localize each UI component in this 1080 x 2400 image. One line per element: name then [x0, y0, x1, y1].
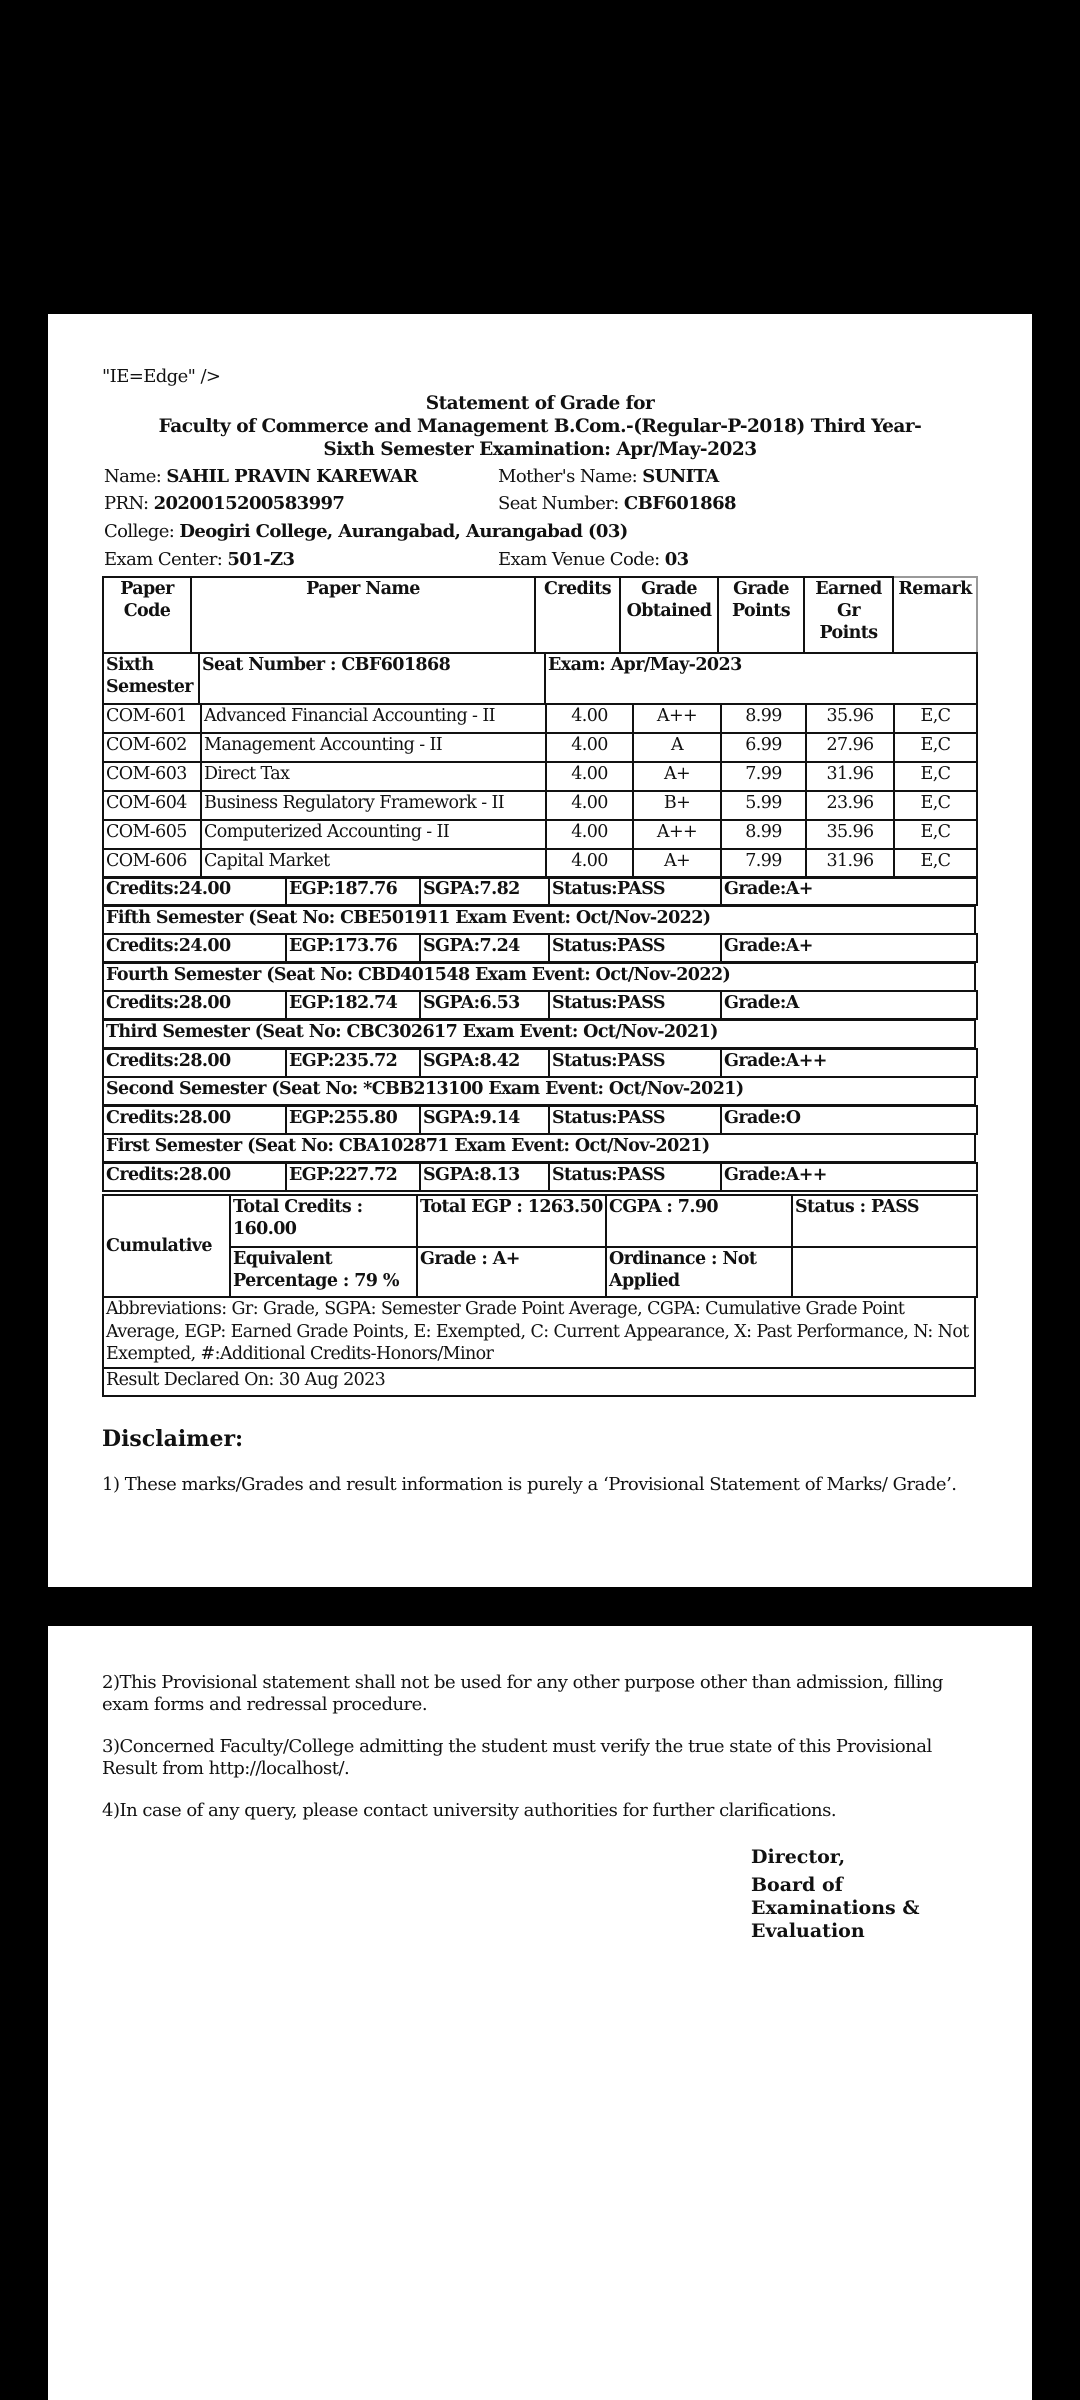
subject-code: COM-605: [103, 820, 201, 849]
title-line-1: Statement of Grade for: [425, 393, 655, 414]
label: Name:: [104, 466, 167, 487]
subject-grade: A++: [633, 704, 721, 733]
subject-grade: A++: [633, 820, 721, 849]
disclaimer-item-3: 3)Concerned Faculty/College admitting the student must verify the true state of this Provisional Result from http://localhost/.: [102, 1736, 932, 1779]
disclaimer-heading: Disclaimer:: [102, 1426, 244, 1452]
summary-status: Status:PASS: [549, 877, 721, 905]
value: 501-Z3: [227, 549, 295, 570]
summary-grade: Grade:A++: [721, 1049, 977, 1077]
value: Deogiri College, Aurangabad, Aurangabad (03): [179, 521, 628, 542]
subject-credits: 4.00: [546, 820, 633, 849]
previous-semester-summary: [102, 933, 978, 963]
header-grade-points: Grade Points: [718, 577, 804, 653]
semester-heading-row: [102, 1019, 976, 1049]
semester-heading: Second Semester (Seat No: *CBB213100 Exam Event: Oct/Nov-2021): [103, 1077, 975, 1105]
previous-semester-summary: [102, 1162, 978, 1192]
subject-egp: 35.96: [806, 704, 894, 733]
summary-status: Status:PASS: [549, 1163, 721, 1191]
summary-grade: Grade:A++: [721, 1163, 977, 1191]
subject-gp: 7.99: [721, 849, 806, 878]
total-credits: Total Credits : 160.00: [230, 1195, 417, 1247]
equivalent-percentage: Equivalent Percentage : 79 %: [230, 1247, 417, 1297]
value: 03: [664, 549, 689, 570]
subject-credits: 4.00: [546, 704, 633, 733]
summary-status: Status:PASS: [549, 1049, 721, 1077]
summary-status: Status:PASS: [549, 991, 721, 1019]
subject-remark: E,C: [894, 733, 977, 762]
subject-credits: 4.00: [546, 733, 633, 762]
exam-venue-code: [498, 547, 689, 573]
subject-name: Direct Tax: [201, 762, 546, 791]
header-paper-code: Paper Code: [103, 577, 191, 653]
subject-code: COM-606: [103, 849, 201, 878]
summary-status: Status:PASS: [549, 934, 721, 962]
subject-credits: 4.00: [546, 791, 633, 820]
subject-remark: E,C: [894, 704, 977, 733]
cumulative-label: Cumulative: [103, 1195, 230, 1297]
summary-credits: Credits:24.00: [103, 934, 286, 962]
label: PRN:: [104, 493, 154, 514]
subject-remark: E,C: [894, 820, 977, 849]
subject-grade: B+: [633, 791, 721, 820]
title-line-3: Sixth Semester Examination: Apr/May-2023: [323, 439, 757, 460]
cumulative-table: [102, 1194, 978, 1298]
summary-sgpa: SGPA:6.53: [420, 991, 549, 1019]
document-page-1: [48, 314, 1032, 1587]
semester-heading-row: [102, 1076, 976, 1106]
summary-egp: EGP:182.74: [286, 991, 420, 1019]
subject-credits: 4.00: [546, 849, 633, 878]
subject-egp: 27.96: [806, 733, 894, 762]
summary-egp: EGP:173.76: [286, 934, 420, 962]
header-remark: Remark: [893, 577, 977, 653]
summary-egp: EGP:187.76: [286, 877, 420, 905]
mother-name: [498, 464, 719, 490]
subject-grade: A+: [633, 762, 721, 791]
header-earned-gr-points: Earned Gr Points: [804, 577, 893, 653]
summary-credits: Credits:28.00: [103, 1106, 286, 1134]
grade-table-header: [102, 576, 978, 654]
prn: [104, 491, 344, 517]
document-page-2: [48, 1626, 1032, 2400]
subject-row: [103, 704, 977, 733]
subject-row: [103, 733, 977, 762]
semester-info-row: [102, 652, 978, 705]
subject-gp: 5.99: [721, 791, 806, 820]
college: [104, 519, 628, 545]
summary-sgpa: SGPA:9.14: [420, 1106, 549, 1134]
cumulative-grade: Grade : A+: [417, 1247, 606, 1297]
summary-sgpa: SGPA:7.24: [420, 934, 549, 962]
subject-code: COM-603: [103, 762, 201, 791]
disclaimer-item-2: 2)This Provisional statement shall not be used for any other purpose other than admission, filling exam forms and redressal procedure.: [102, 1672, 943, 1715]
summary-status: Status:PASS: [549, 1106, 721, 1134]
subject-code: COM-601: [103, 704, 201, 733]
abbreviations-table: [102, 1296, 976, 1397]
subject-row: [103, 820, 977, 849]
subject-gp: 8.99: [721, 704, 806, 733]
subject-row: [103, 791, 977, 820]
subject-gp: 8.99: [721, 820, 806, 849]
semester-heading: Fifth Semester (Seat No: CBE501911 Exam Event: Oct/Nov-2022): [103, 906, 975, 934]
semester-heading-row: [102, 962, 976, 992]
subjects-table: [102, 703, 978, 879]
empty-cell: [792, 1247, 977, 1297]
summary-egp: EGP:227.72: [286, 1163, 420, 1191]
subject-egp: 31.96: [806, 762, 894, 791]
meta-fragment: "IE=Edge" />: [102, 366, 221, 387]
label: Mother's Name:: [498, 466, 643, 487]
subject-egp: 23.96: [806, 791, 894, 820]
subject-name: Management Accounting - II: [201, 733, 546, 762]
subject-name: Advanced Financial Accounting - II: [201, 704, 546, 733]
value: SAHIL PRAVIN KAREWAR: [166, 466, 418, 487]
result-declared: Result Declared On: 30 Aug 2023: [103, 1368, 975, 1396]
label: College:: [104, 521, 180, 542]
semester-exam: Exam: Apr/May-2023: [545, 653, 977, 704]
subject-gp: 7.99: [721, 762, 806, 791]
summary-credits: Credits:28.00: [103, 1163, 286, 1191]
summary-egp: EGP:255.80: [286, 1106, 420, 1134]
summary-sgpa: SGPA:7.82: [420, 877, 549, 905]
header-paper-name: Paper Name: [191, 577, 535, 653]
total-egp: Total EGP : 1263.50: [417, 1195, 606, 1247]
previous-semester-summary: [102, 1105, 978, 1135]
summary-credits: Credits:24.00: [103, 877, 286, 905]
subject-grade: A: [633, 733, 721, 762]
semester-heading-row: [102, 1133, 976, 1163]
semester-heading-row: [102, 905, 976, 935]
signature-board: Board of Examinations & Evaluation: [751, 1874, 920, 1942]
semester-heading: First Semester (Seat No: CBA102871 Exam Event: Oct/Nov-2021): [103, 1134, 975, 1162]
subject-name: Capital Market: [201, 849, 546, 878]
value: SUNITA: [642, 466, 719, 487]
subject-remark: E,C: [894, 849, 977, 878]
summary-credits: Credits:28.00: [103, 991, 286, 1019]
subject-egp: 31.96: [806, 849, 894, 878]
subject-gp: 6.99: [721, 733, 806, 762]
subject-credits: 4.00: [546, 762, 633, 791]
previous-semester-summary: [102, 1048, 978, 1078]
subject-code: COM-604: [103, 791, 201, 820]
label: Exam Center:: [104, 549, 228, 570]
previous-semester-summary: [102, 990, 978, 1020]
label: Seat Number:: [498, 493, 624, 514]
seat-number: [498, 491, 736, 517]
summary-grade: Grade:O: [721, 1106, 977, 1134]
semester-label: Sixth Semester: [103, 653, 199, 704]
summary-credits: Credits:28.00: [103, 1049, 286, 1077]
summary-grade: Grade:A+: [721, 877, 977, 905]
subject-row: [103, 849, 977, 878]
summary-egp: EGP:235.72: [286, 1049, 420, 1077]
current-semester-summary: [102, 876, 978, 906]
abbreviations: Abbreviations: Gr: Grade, SGPA: Semester Grade Point Average, CGPA: Cumulative Grade Point Average, EGP: Earned Grade Points, E: Exempted, C: Current Appearance, X: Past Performance, N: Not Exempted, #:Additional Credits-Honors/Minor: [103, 1297, 975, 1368]
summary-sgpa: SGPA:8.42: [420, 1049, 549, 1077]
exam-center: [104, 547, 294, 573]
subject-egp: 35.96: [806, 820, 894, 849]
disclaimer-item-1: 1) These marks/Grades and result information is purely a ‘Provisional Statement of Marks/ Grade’.: [102, 1474, 957, 1495]
semester-seat: Seat Number : CBF601868: [199, 653, 545, 704]
subject-remark: E,C: [894, 762, 977, 791]
summary-sgpa: SGPA:8.13: [420, 1163, 549, 1191]
semester-heading: Fourth Semester (Seat No: CBD401548 Exam Event: Oct/Nov-2022): [103, 963, 975, 991]
subject-remark: E,C: [894, 791, 977, 820]
signature-title: Director,: [751, 1846, 846, 1868]
summary-grade: Grade:A: [721, 991, 977, 1019]
cgpa: CGPA : 7.90: [606, 1195, 792, 1247]
student-name: [104, 464, 418, 490]
ordinance: Ordinance : Not Applied: [606, 1247, 792, 1297]
label: Exam Venue Code:: [498, 549, 665, 570]
subject-name: Business Regulatory Framework - II: [201, 791, 546, 820]
title-line-2: Faculty of Commerce and Management B.Com.-(Regular-P-2018) Third Year-: [158, 416, 922, 437]
subject-code: COM-602: [103, 733, 201, 762]
subject-name: Computerized Accounting - II: [201, 820, 546, 849]
header-grade-obtained: Grade Obtained: [620, 577, 718, 653]
value: 2020015200583997: [153, 493, 345, 514]
value: CBF601868: [623, 493, 736, 514]
semester-heading: Third Semester (Seat No: CBC302617 Exam Event: Oct/Nov-2021): [103, 1020, 975, 1048]
header-credits: Credits: [535, 577, 620, 653]
subject-grade: A+: [633, 849, 721, 878]
cumulative-status: Status : PASS: [792, 1195, 977, 1247]
summary-grade: Grade:A+: [721, 934, 977, 962]
disclaimer-item-4: 4)In case of any query, please contact university authorities for further clarifications.: [102, 1800, 837, 1821]
subject-row: [103, 762, 977, 791]
